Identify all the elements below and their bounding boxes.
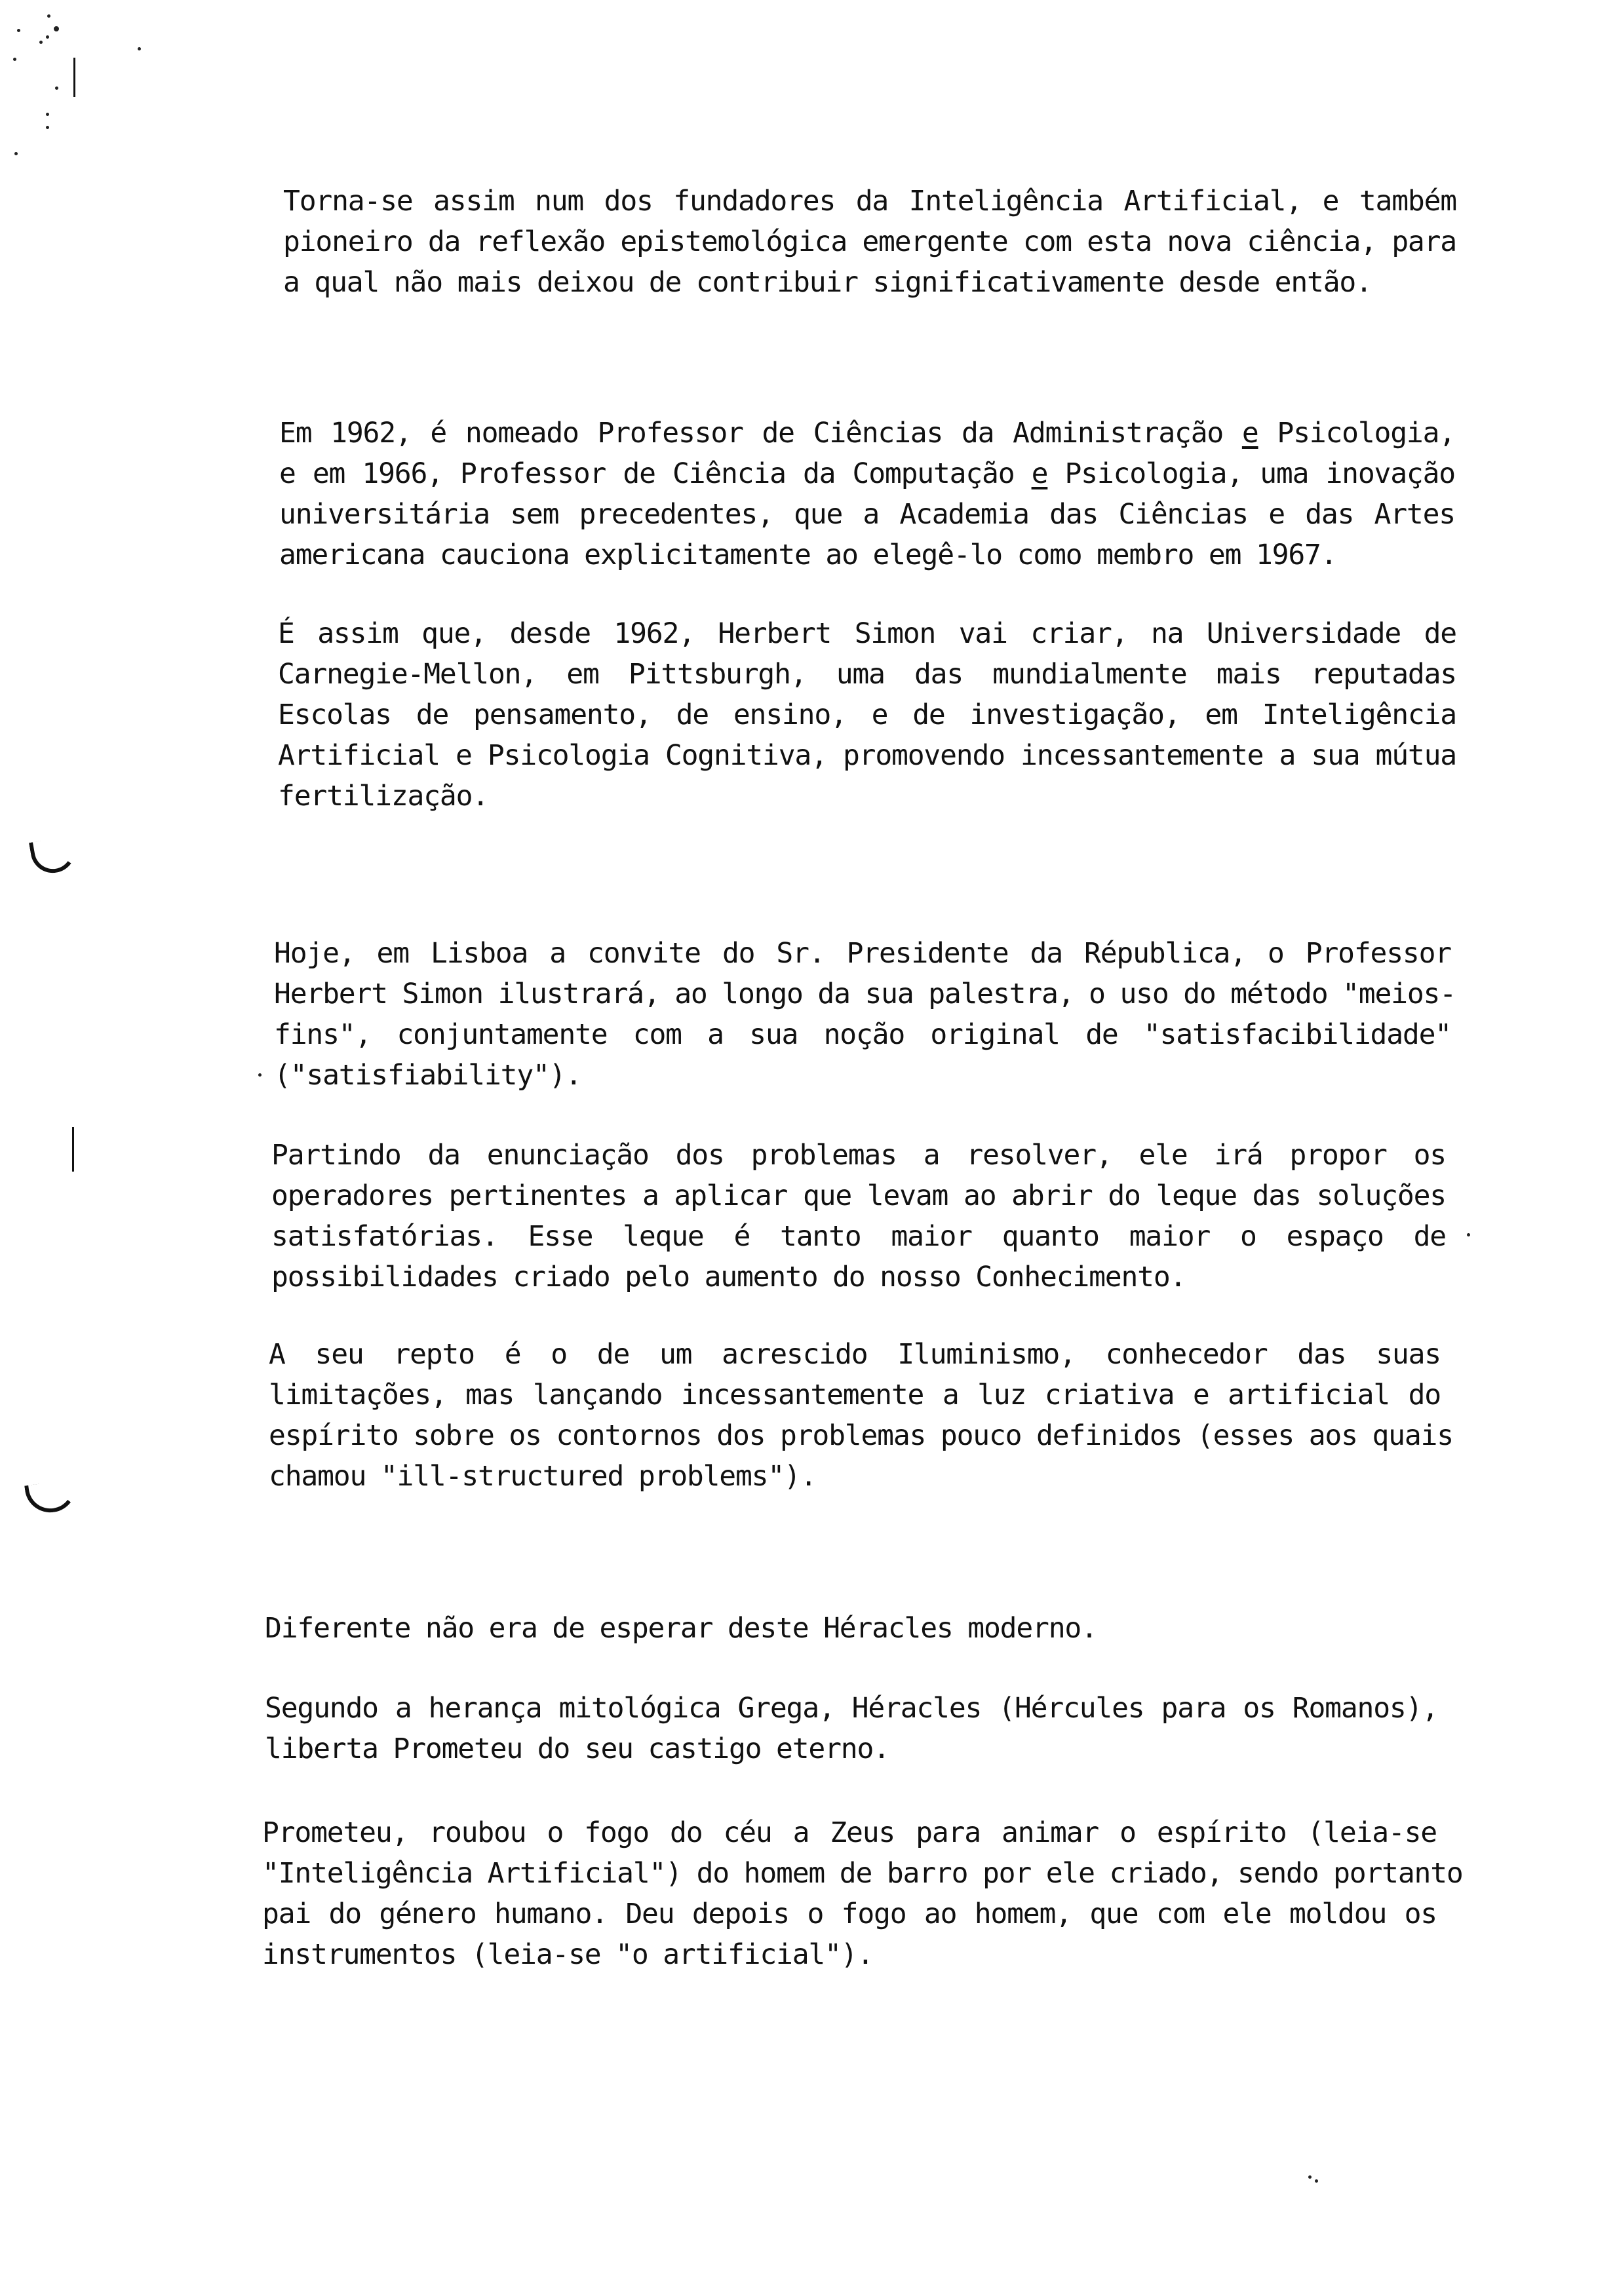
punch-hole-mark <box>29 835 79 876</box>
text-segment: Em 1962, é nomeado Professor de Ciências da Administração <box>279 417 1224 450</box>
text-segment: Psicologia, <box>1277 417 1455 450</box>
text-line: Escolas de pensamento, de ensino, e de investigação, em Inteligência <box>278 698 1456 731</box>
scan-speck <box>17 29 20 32</box>
scan-speck <box>47 14 50 18</box>
paragraph-1 <box>283 181 1456 303</box>
underlined-conjunction: e <box>1031 457 1048 490</box>
text-line: fins", conjuntamente com a sua noção original de "satisfacibilidade" <box>274 1018 1451 1051</box>
text-line: possibilidades criado pelo aumento do nosso Conhecimento. <box>271 1261 1186 1293</box>
scan-speck <box>1315 2179 1318 2183</box>
text-line: fertilização. <box>278 780 488 813</box>
text-line: universitária sem precedentes, que a Academia das Ciências e das Artes <box>279 498 1455 531</box>
text-line: pioneiro da reflexão epistemológica emergente com esta nova ciência, para <box>283 225 1456 258</box>
text-line: operadores pertinentes a aplicar que levam ao abrir do leque das soluções <box>271 1179 1446 1212</box>
text-line: É assim que, desde 1962, Herbert Simon vai criar, na Universidade de <box>278 617 1456 650</box>
scan-speck <box>258 1073 262 1077</box>
scan-speck <box>1467 1233 1470 1236</box>
underlined-conjunction: e <box>1241 417 1258 450</box>
paragraph-6 <box>269 1334 1453 1497</box>
scan-speck <box>46 35 49 39</box>
paragraph-9 <box>262 1812 1463 1975</box>
scan-speck <box>14 152 18 155</box>
text-line: chamou "ill-structured problems"). <box>269 1460 817 1493</box>
text-line: Hoje, em Lisboa a convite do Sr. Presidente da Républica, o Professor <box>274 937 1451 970</box>
text-line <box>279 413 1455 453</box>
text-line: satisfatórias. Esse leque é tanto maior quanto maior o espaço de <box>271 1220 1446 1253</box>
text-line: americana cauciona explicitamente ao elegê-lo como membro em 1967. <box>279 539 1337 571</box>
scan-speck <box>1308 2175 1312 2179</box>
text-line <box>279 453 1455 494</box>
scan-speck <box>138 47 141 50</box>
scan-speck <box>39 41 43 44</box>
scan-speck <box>55 86 58 90</box>
text-line: ("satisfiability"). <box>274 1059 582 1092</box>
text-line: Artificial e Psicologia Cognitiva, promovendo incessantemente a sua mútua <box>278 739 1456 772</box>
scan-speck <box>54 26 59 31</box>
text-line: Partindo da enunciação dos problemas a resolver, ele irá propor os <box>271 1139 1446 1172</box>
scan-speck <box>13 58 16 61</box>
scan-speck <box>46 126 49 129</box>
text-segment: Psicologia, uma inovação <box>1064 457 1455 490</box>
text-line: limitações, mas lançando incessantemente a luz criativa e artificial do <box>269 1379 1441 1411</box>
text-line: "Inteligência Artificial") do homem de barro por ele criado, sendo portanto <box>262 1857 1463 1890</box>
paragraph-2 <box>279 413 1455 575</box>
text-line: liberta Prometeu do seu castigo eterno. <box>265 1732 889 1765</box>
scan-line <box>72 1127 74 1172</box>
text-line: a qual não mais deixou de contribuir significativamente desde então. <box>283 266 1372 299</box>
text-segment: e em 1966, Professor de Ciência da Computação <box>279 457 1015 490</box>
scan-line <box>73 58 75 97</box>
text-line: espírito sobre os contornos dos problemas pouco definidos (esses aos quais <box>269 1419 1453 1452</box>
paragraph-8 <box>265 1688 1438 1769</box>
text-line: Carnegie-Mellon, em Pittsburgh, uma das mundialmente mais reputadas <box>278 658 1456 691</box>
punch-hole-mark <box>24 1479 79 1516</box>
paragraph-7 <box>265 1608 1438 1649</box>
text-line: Herbert Simon ilustrará, ao longo da sua palestra, o uso do método "meios- <box>274 978 1456 1010</box>
paragraph-4 <box>274 933 1456 1096</box>
text-line: Torna-se assim num dos fundadores da Inteligência Artificial, e também <box>283 185 1456 218</box>
text-line: pai do género humano. Deu depois o fogo ao homem, que com ele moldou os <box>262 1898 1437 1930</box>
text-line: Diferente não era de esperar deste Héracles moderno. <box>265 1612 1097 1645</box>
text-line: A seu repto é o de um acrescido Iluminismo, conhecedor das suas <box>269 1338 1441 1371</box>
paragraph-5 <box>271 1135 1446 1297</box>
text-line: instrumentos (leia-se "o artificial"). <box>262 1938 874 1971</box>
text-line: Prometeu, roubou o fogo do céu a Zeus para animar o espírito (leia-se <box>262 1816 1437 1849</box>
scan-speck <box>46 113 49 116</box>
text-line: Segundo a herança mitológica Grega, Héracles (Hércules para os Romanos), <box>265 1692 1438 1725</box>
paragraph-3 <box>278 613 1456 816</box>
